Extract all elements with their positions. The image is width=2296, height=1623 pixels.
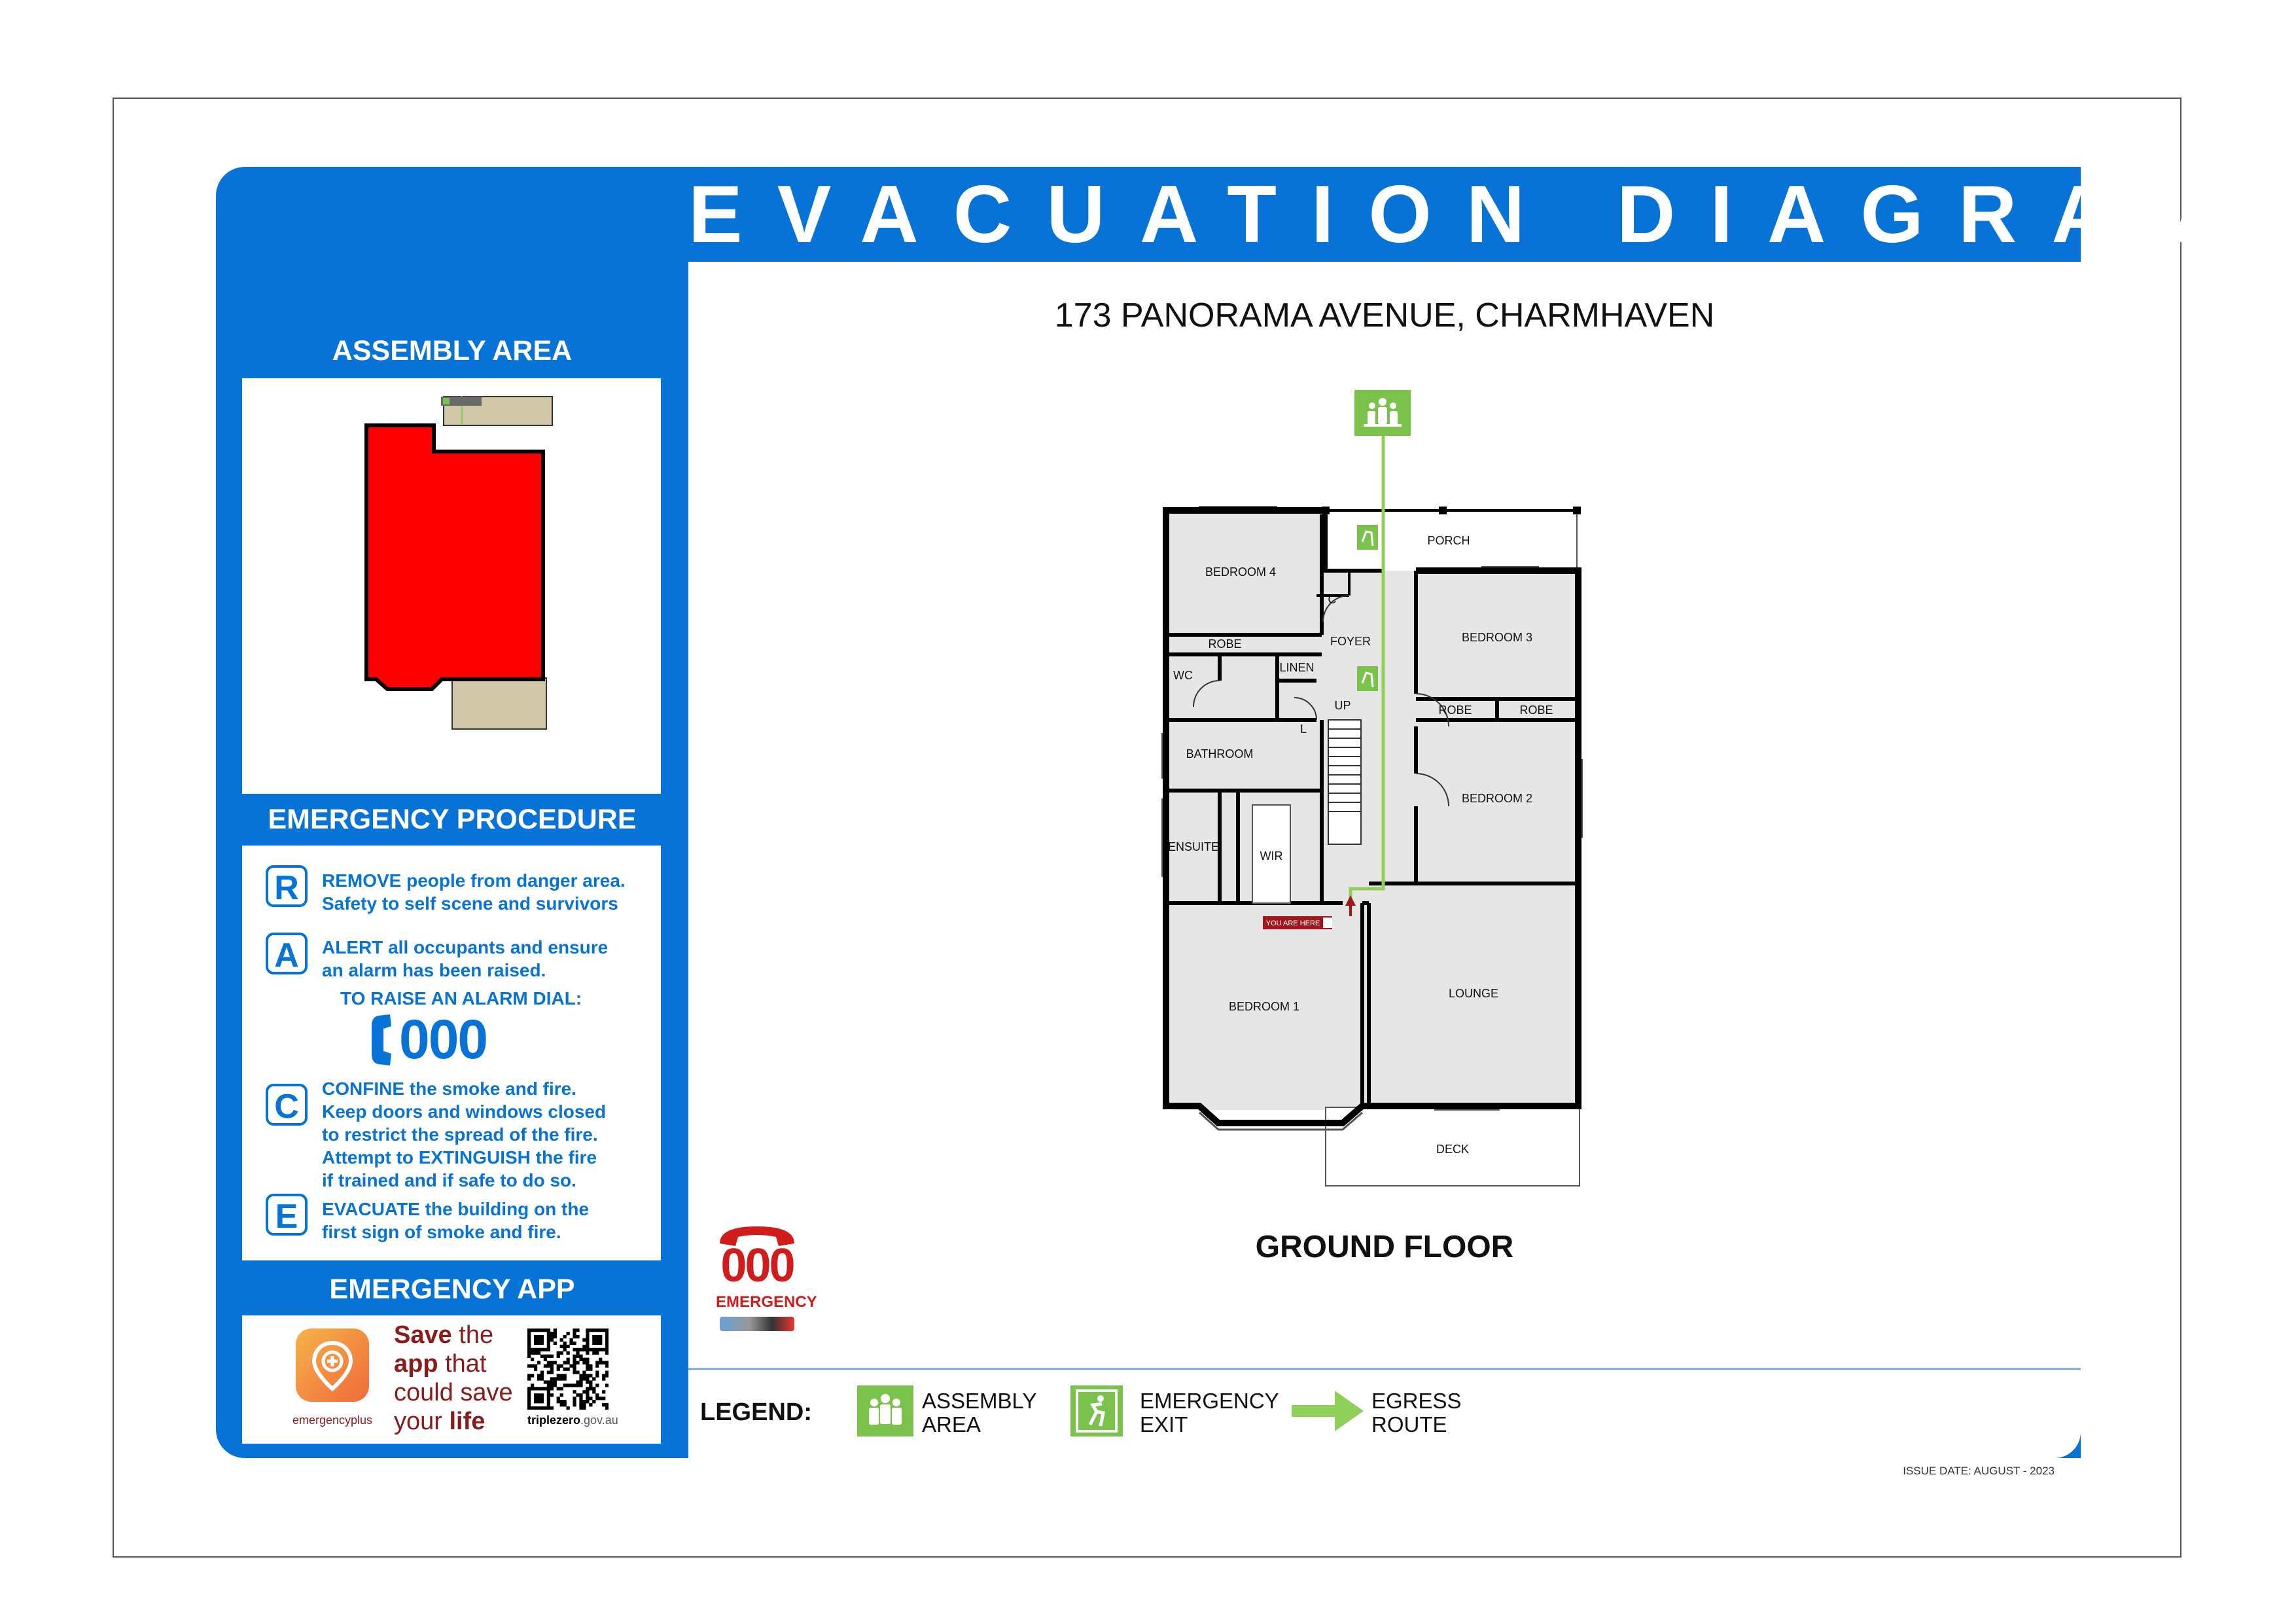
tagline-bold: app bbox=[394, 1350, 438, 1378]
room-robe-a: ROBE bbox=[1438, 704, 1472, 717]
step-e-badge: E bbox=[266, 1194, 308, 1236]
floor-label: GROUND FLOOR bbox=[1255, 1230, 1514, 1264]
assembly-area-panel bbox=[242, 378, 661, 794]
triple-zero-number: 000 bbox=[720, 1240, 794, 1292]
assembly-point-icon bbox=[443, 398, 450, 404]
app-brand: emergencyplus bbox=[292, 1414, 373, 1427]
legend-title: LEGEND: bbox=[700, 1399, 812, 1426]
step-line: if trained and if safe to do so. bbox=[322, 1170, 576, 1190]
step-line: Safety to self scene and survivors bbox=[322, 893, 618, 914]
step-c-badge: C bbox=[266, 1084, 308, 1126]
alarm-prompt: TO RAISE AN ALARM DIAL: bbox=[340, 988, 582, 1008]
address: 173 PANORAMA AVENUE, CHARMHAVEN bbox=[1054, 296, 1715, 334]
room-laundry: L bbox=[1299, 722, 1307, 736]
room-bathroom: BATHROOM bbox=[1186, 747, 1254, 760]
emergency-exit-sign bbox=[1357, 666, 1378, 691]
legend-line: EXIT bbox=[1140, 1412, 1188, 1436]
legend-exit-text bbox=[1140, 1389, 1279, 1436]
site-domain: .gov.au bbox=[580, 1414, 618, 1427]
room-wc: WC bbox=[1173, 669, 1193, 682]
room-bedroom-3: BEDROOM 3 bbox=[1461, 631, 1533, 644]
legend-line: EGRESS bbox=[1371, 1389, 1462, 1413]
room-deck: DECK bbox=[1436, 1143, 1470, 1156]
step-c-text bbox=[322, 1077, 606, 1192]
site-map bbox=[242, 378, 661, 794]
emergency-procedure-heading: EMERGENCY PROCEDURE bbox=[268, 804, 637, 835]
running-man-exit-icon bbox=[1070, 1385, 1123, 1436]
alarm-dial bbox=[370, 1010, 514, 1069]
app-tagline bbox=[394, 1321, 513, 1436]
room-lounge: LOUNGE bbox=[1448, 987, 1499, 1000]
qr-code-graphic bbox=[527, 1329, 609, 1410]
step-line: Keep doors and windows closed bbox=[322, 1101, 607, 1122]
tagline-text: the bbox=[451, 1321, 494, 1349]
room-robe-b: ROBE bbox=[1519, 704, 1553, 717]
assembly-people-icon bbox=[857, 1385, 913, 1436]
phone-handset-icon bbox=[370, 1013, 399, 1067]
room-bedroom-1: BEDROOM 1 bbox=[1228, 1000, 1300, 1013]
legend-assembly-text bbox=[922, 1389, 1036, 1436]
step-line: to restrict the spread of the fire. bbox=[322, 1124, 598, 1145]
site-name: triplezero bbox=[527, 1414, 581, 1427]
emergency-app-heading: EMERGENCY APP bbox=[329, 1274, 575, 1305]
room-ensuite: ENSUITE bbox=[1167, 840, 1220, 853]
location-plus-icon bbox=[296, 1329, 369, 1402]
main-plan-area bbox=[688, 262, 2081, 1458]
room-foyer: FOYER bbox=[1330, 635, 1371, 648]
alarm-number: 000 bbox=[399, 1008, 487, 1070]
room-wir: WIR bbox=[1260, 849, 1283, 863]
room-porch: PORCH bbox=[1427, 534, 1470, 547]
porch-post bbox=[1439, 507, 1447, 514]
emergency-services-icons bbox=[720, 1317, 794, 1331]
rear-deck-area bbox=[452, 678, 546, 729]
room-linen: LINEN bbox=[1279, 661, 1315, 674]
building-footprint bbox=[366, 425, 543, 689]
tagline-text: could save bbox=[394, 1379, 513, 1406]
step-r-badge: R bbox=[266, 865, 308, 907]
triplezero-site[interactable] bbox=[527, 1414, 618, 1427]
legend-line: ASSEMBLY bbox=[922, 1389, 1037, 1413]
emergency-app-panel bbox=[242, 1315, 661, 1444]
step-line: first sign of smoke and fire. bbox=[322, 1222, 561, 1242]
legend-line: AREA bbox=[922, 1412, 981, 1436]
legend-line: EMERGENCY bbox=[1140, 1389, 1279, 1413]
step-line: ALERT all occupants and ensure bbox=[322, 937, 609, 957]
step-a-badge: A bbox=[266, 933, 308, 974]
assembly-area-heading: ASSEMBLY AREA bbox=[332, 335, 573, 366]
page-title: EVACUATION DIAGRAM bbox=[688, 169, 2248, 260]
step-a-text bbox=[322, 936, 608, 982]
room-cupboard: C bbox=[1328, 593, 1337, 606]
tagline-text: your bbox=[394, 1408, 450, 1435]
triple-zero-label: EMERGENCY bbox=[716, 1293, 817, 1311]
tagline-text: that bbox=[438, 1350, 487, 1378]
house-interior bbox=[1166, 510, 1578, 1110]
tagline-bold: Save bbox=[394, 1321, 452, 1349]
porch-post bbox=[1573, 507, 1581, 514]
room-robe-bedroom4: ROBE bbox=[1208, 637, 1242, 651]
step-e-text bbox=[322, 1198, 589, 1243]
floor-plan bbox=[688, 262, 2081, 1243]
step-line: EVACUATE the building on the bbox=[322, 1199, 590, 1219]
room-bedroom-4: BEDROOM 4 bbox=[1205, 565, 1277, 579]
tagline-bold: life bbox=[449, 1408, 486, 1435]
room-bedroom-2: BEDROOM 2 bbox=[1461, 792, 1533, 805]
legend-line: ROUTE bbox=[1371, 1412, 1447, 1436]
step-line: an alarm has been raised. bbox=[322, 960, 546, 980]
qr-code[interactable] bbox=[527, 1329, 609, 1410]
emergencyplus-app-icon bbox=[296, 1329, 369, 1402]
you-are-here-label: YOU ARE HERE bbox=[1265, 919, 1320, 927]
legend bbox=[688, 1370, 2081, 1458]
procedure-panel bbox=[242, 846, 661, 1260]
step-line: REMOVE people from danger area. bbox=[322, 870, 626, 891]
stairs-up-label: UP bbox=[1334, 699, 1351, 712]
legend-egress-text bbox=[1371, 1389, 1462, 1436]
step-line: CONFINE the smoke and fire. bbox=[322, 1079, 576, 1099]
issue-date: ISSUE DATE: AUGUST - 2023 bbox=[1903, 1465, 2055, 1477]
emergency-exit-sign bbox=[1357, 525, 1378, 550]
person-icon bbox=[1323, 918, 1332, 928]
step-r-text bbox=[322, 869, 626, 915]
step-line: Attempt to EXTINGUISH the fire bbox=[322, 1147, 597, 1168]
green-arrow-icon bbox=[1289, 1388, 1365, 1434]
